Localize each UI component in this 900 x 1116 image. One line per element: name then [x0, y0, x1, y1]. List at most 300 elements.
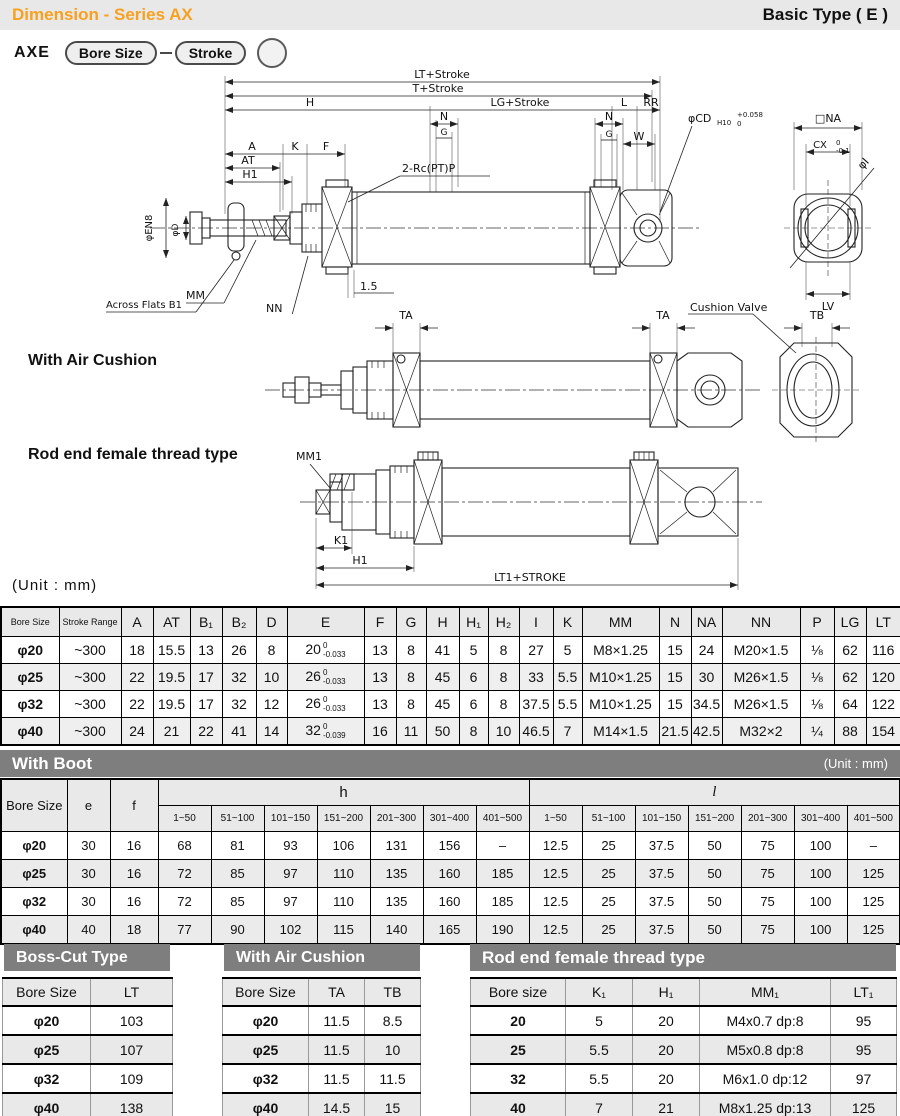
column-header: TB — [365, 978, 421, 1006]
column-header: K₁ — [566, 978, 633, 1006]
column-group-h: h — [158, 779, 529, 806]
table-cell: 10 — [256, 664, 287, 691]
table-cell: φ25 — [1, 664, 59, 691]
column-header: Bore Size — [3, 978, 91, 1006]
table-cell: 16 — [110, 888, 158, 916]
table-cell: 120 — [866, 664, 900, 691]
table-cell: 62 — [834, 637, 866, 664]
table-cell: 95 — [831, 1006, 897, 1035]
table-cell: 20 — [633, 1006, 700, 1035]
table-cell: M20×1.5 — [722, 637, 800, 664]
column-header: F — [364, 607, 396, 637]
table-cell: 10 — [365, 1035, 421, 1064]
table-cell: 25 — [582, 916, 635, 945]
table-cell: 97 — [831, 1064, 897, 1093]
dim-label-tb: TB — [809, 309, 825, 322]
table-cell: 138 — [91, 1093, 173, 1116]
table-cell: 62 — [834, 664, 866, 691]
table-cell: 100 — [794, 916, 847, 945]
air-cushion-drawing-title: With Air Cushion — [28, 352, 158, 369]
table-cell: 27 — [519, 637, 553, 664]
air-cushion-title: With Air Cushion — [236, 948, 366, 966]
table-cell: 64 — [834, 691, 866, 718]
table-cell: 45 — [426, 664, 459, 691]
with-boot-section-bar — [0, 750, 900, 777]
column-header: 51~100 — [582, 806, 635, 832]
column-header: 1~50 — [158, 806, 211, 832]
column-header: 201~300 — [741, 806, 794, 832]
table-cell: 8 — [256, 637, 287, 664]
with-boot-table — [0, 778, 900, 945]
table-cell: 37.5 — [635, 916, 688, 945]
column-header: 401~500 — [847, 806, 900, 832]
column-header: f — [110, 779, 158, 832]
table-row — [471, 1035, 897, 1064]
column-header: N — [659, 607, 691, 637]
table-cell: 125 — [847, 916, 900, 945]
dim-label-n-right: N — [604, 110, 614, 123]
table-cell: 160 — [423, 888, 476, 916]
table-cell: 110 — [317, 888, 370, 916]
air-cushion-table — [222, 977, 421, 1116]
column-header: Bore Size — [223, 978, 309, 1006]
table-cell: 125 — [847, 888, 900, 916]
table-cell: φ20 — [3, 1006, 91, 1035]
dimension-lines — [296, 450, 738, 590]
table-cell: 26 0 -0.033 — [287, 664, 364, 691]
table-cell: 5.5 — [553, 691, 582, 718]
table-cell: 50 — [426, 718, 459, 746]
column-header: D — [256, 607, 287, 637]
rod-end-table — [470, 977, 897, 1116]
cx-tolerance-upper: 0 — [836, 139, 841, 147]
table-cell: 75 — [741, 832, 794, 860]
column-header: TA — [309, 978, 365, 1006]
dim-label-na: □NA — [814, 112, 842, 125]
table-cell: φ25 — [1, 860, 67, 888]
table-cell: φ40 — [1, 718, 59, 746]
table-cell: M8x1.25 dp:13 — [700, 1093, 831, 1116]
column-header: NA — [691, 607, 722, 637]
table-cell: M32×2 — [722, 718, 800, 746]
table-cell: 135 — [370, 888, 423, 916]
with-boot-unit-note: (Unit : mm) — [823, 756, 888, 771]
table-cell: 8 — [488, 664, 519, 691]
table-cell: 100 — [794, 832, 847, 860]
dim-label-a: A — [248, 140, 256, 153]
table-cell: 25 — [471, 1035, 566, 1064]
air-cushion-drawing — [0, 295, 900, 445]
dim-label-h: H — [305, 96, 315, 109]
table-cell: 20 — [471, 1006, 566, 1035]
table-cell: 6 — [459, 664, 488, 691]
air-cushion-header-row — [223, 978, 421, 1006]
table-cell: 7 — [553, 718, 582, 746]
nn-label: NN — [266, 302, 283, 314]
column-header: AT — [153, 607, 190, 637]
column-header: H₁ — [459, 607, 488, 637]
unit-note: (Unit : mm) — [12, 577, 98, 594]
table-cell: 8 — [396, 691, 426, 718]
table-cell: 115 — [317, 916, 370, 945]
dim-label-rr: RR — [643, 96, 659, 109]
table-cell: 16 — [364, 718, 396, 746]
cylinder-side-view — [265, 353, 760, 427]
table-cell: M5x0.8 dp:8 — [700, 1035, 831, 1064]
table-cell: 32 0 -0.039 — [287, 718, 364, 746]
table-cell: φ40 — [223, 1093, 309, 1116]
table-cell: 81 — [211, 832, 264, 860]
table-cell: 109 — [91, 1064, 173, 1093]
table-cell: 12.5 — [529, 888, 582, 916]
table-cell: 103 — [91, 1006, 173, 1035]
cylinder-end-view — [772, 337, 862, 443]
table-cell: 32 — [471, 1064, 566, 1093]
table-cell: 185 — [476, 860, 529, 888]
table-cell: 45 — [426, 691, 459, 718]
stroke-pill: Stroke — [175, 41, 247, 65]
table-cell: 8 — [459, 718, 488, 746]
table-cell: 5.5 — [553, 664, 582, 691]
table-cell: 21 — [633, 1093, 700, 1116]
table-cell: 32 — [222, 691, 256, 718]
table-cell: 15 — [365, 1093, 421, 1116]
table-cell: ~300 — [59, 691, 121, 718]
table-cell: 34.5 — [691, 691, 722, 718]
table-cell: 190 — [476, 916, 529, 945]
column-header: H₂ — [488, 607, 519, 637]
cd-label: φCD — [688, 112, 712, 125]
table-cell: φ32 — [1, 691, 59, 718]
table-cell: φ40 — [1, 916, 67, 945]
table-cell: 110 — [317, 860, 370, 888]
table-cell: 75 — [741, 888, 794, 916]
table-cell: 13 — [364, 664, 396, 691]
table-row — [3, 1093, 173, 1116]
table-cell: 5.5 — [566, 1064, 633, 1093]
table-cell: 11.5 — [365, 1064, 421, 1093]
table-cell: 22 — [121, 664, 153, 691]
table-cell: 12.5 — [529, 832, 582, 860]
port-label: 2-Rc(PT)P — [402, 162, 456, 175]
dim-label-lg-stroke: LG+Stroke — [490, 96, 550, 109]
table-cell: 15 — [659, 637, 691, 664]
rod-end-drawing — [0, 444, 900, 600]
table-cell: ~300 — [59, 637, 121, 664]
table-cell: – — [476, 832, 529, 860]
column-group-l: l — [529, 779, 900, 806]
table-cell: 41 — [426, 637, 459, 664]
table-row — [223, 1064, 421, 1093]
table-cell: 8 — [396, 664, 426, 691]
table-cell: 125 — [847, 860, 900, 888]
table-cell: M14×1.5 — [582, 718, 659, 746]
table-cell: 116 — [866, 637, 900, 664]
table-cell: 90 — [211, 916, 264, 945]
column-header: 401~500 — [476, 806, 529, 832]
cylinder-side-view — [150, 180, 700, 274]
table-cell: 26 — [222, 637, 256, 664]
table-cell: ~300 — [59, 664, 121, 691]
table-cell: 107 — [91, 1035, 173, 1064]
table-row — [3, 1006, 173, 1035]
table-cell: 8 — [488, 691, 519, 718]
table-row — [471, 1064, 897, 1093]
dim-label-h1: H1 — [242, 168, 258, 181]
dim-label-ta-left: TA — [399, 309, 413, 322]
column-header: Bore Size — [1, 779, 67, 832]
table-cell: 5 — [566, 1006, 633, 1035]
table-cell: 21.5 — [659, 718, 691, 746]
table-cell: 100 — [794, 888, 847, 916]
column-header: LT — [91, 978, 173, 1006]
table-cell: 18 — [121, 637, 153, 664]
table-cell: 22 — [121, 691, 153, 718]
dim-label-l: L — [620, 96, 628, 109]
table-cell: 5 — [459, 637, 488, 664]
dim-label-h1: H1 — [352, 554, 368, 567]
table-row — [223, 1093, 421, 1116]
cd-fit-label: H10 — [717, 119, 732, 127]
across-flats-label: Across Flats B1 — [106, 300, 182, 311]
column-header: K — [553, 607, 582, 637]
table-cell: 37.5 — [635, 888, 688, 916]
table-cell: 100 — [794, 860, 847, 888]
table-row — [1, 916, 900, 945]
table-row — [1, 691, 900, 718]
dim-label-phi-e: φEN8 — [144, 214, 155, 242]
table-cell: 13 — [364, 637, 396, 664]
boss-cut-table — [2, 977, 173, 1116]
table-cell: 40 — [67, 916, 110, 945]
table-cell: 46.5 — [519, 718, 553, 746]
table-cell: 30 — [67, 832, 110, 860]
table-cell: φ32 — [3, 1064, 91, 1093]
table-row — [471, 1093, 897, 1116]
table-cell: M10×1.25 — [582, 691, 659, 718]
column-header: B₂ — [222, 607, 256, 637]
table-cell: 8 — [396, 637, 426, 664]
table-cell: 50 — [688, 888, 741, 916]
table-cell: 6 — [459, 691, 488, 718]
table-cell: 16 — [110, 860, 158, 888]
table-cell: 15.5 — [153, 637, 190, 664]
pill-connector — [160, 52, 172, 54]
table-cell: 50 — [688, 916, 741, 945]
table-cell: 37.5 — [635, 832, 688, 860]
column-header: 101~150 — [635, 806, 688, 832]
table-cell: 19.5 — [153, 691, 190, 718]
table-cell: 15 — [659, 691, 691, 718]
table-cell: 160 — [423, 860, 476, 888]
rod-end-title-bar — [470, 944, 896, 971]
column-header: e — [67, 779, 110, 832]
cd-tolerance-lower: 0 — [737, 120, 742, 128]
table-cell: 32 — [222, 664, 256, 691]
table-cell: 88 — [834, 718, 866, 746]
dim-label-k: K — [291, 140, 299, 153]
table-row — [1, 637, 900, 664]
table-cell: 122 — [866, 691, 900, 718]
column-header: NN — [722, 607, 800, 637]
table-cell: 20 — [633, 1035, 700, 1064]
table-cell: 40 — [471, 1093, 566, 1116]
gap-dimension-label: 1.5 — [360, 280, 378, 293]
table-cell: M8×1.25 — [582, 637, 659, 664]
air-cushion-title-bar — [224, 944, 420, 971]
table-cell: 12 — [256, 691, 287, 718]
table-cell: 30 — [67, 860, 110, 888]
rod-end-drawing-title: Rod end female thread type — [28, 446, 238, 463]
column-header: Bore size — [471, 978, 566, 1006]
dim-label-lv: LV — [821, 300, 835, 313]
table-row — [1, 888, 900, 916]
table-cell: M10×1.25 — [582, 664, 659, 691]
table-cell: 72 — [158, 860, 211, 888]
column-header: H — [426, 607, 459, 637]
dim-label-phi-i: φI — [855, 155, 872, 172]
title-bar — [0, 0, 900, 30]
table-cell: ⅛ — [800, 637, 834, 664]
table-cell: φ20 — [1, 832, 67, 860]
table-cell: 30 — [691, 664, 722, 691]
table-cell: 156 — [423, 832, 476, 860]
table-cell: 11.5 — [309, 1006, 365, 1035]
table-cell: φ20 — [1, 637, 59, 664]
column-header: LT — [866, 607, 900, 637]
table-cell: M26×1.5 — [722, 691, 800, 718]
table-cell: 25 — [582, 832, 635, 860]
table-cell: ⅛ — [800, 691, 834, 718]
table-cell: 20 — [633, 1064, 700, 1093]
model-code: AXE — [14, 44, 50, 61]
table-cell: 12.5 — [529, 860, 582, 888]
table-cell: 21 — [153, 718, 190, 746]
table-cell: φ40 — [3, 1093, 91, 1116]
table-cell: 14.5 — [309, 1093, 365, 1116]
column-header: 301~400 — [794, 806, 847, 832]
dim-label-w: W — [633, 130, 645, 143]
table-cell: 11.5 — [309, 1064, 365, 1093]
dim-label-f: F — [322, 140, 330, 153]
column-header: B₁ — [190, 607, 222, 637]
main-table-header-row — [1, 607, 900, 637]
table-cell: 135 — [370, 860, 423, 888]
cushion-valve-label: Cushion Valve — [690, 301, 768, 314]
main-dimension-table — [0, 606, 900, 746]
table-cell: 17 — [190, 691, 222, 718]
table-cell: 75 — [741, 916, 794, 945]
table-row — [1, 832, 900, 860]
table-cell: 19.5 — [153, 664, 190, 691]
table-cell: 106 — [317, 832, 370, 860]
table-cell: 17 — [190, 664, 222, 691]
column-header: Stroke Range — [59, 607, 121, 637]
cd-tolerance-upper: +0.058 — [737, 111, 763, 119]
cylinder-end-view — [784, 112, 874, 313]
dim-label-ta-right: TA — [656, 309, 670, 322]
table-cell: 10 — [488, 718, 519, 746]
basic-type-drawing — [0, 62, 900, 314]
column-header: MM₁ — [700, 978, 831, 1006]
table-cell: 77 — [158, 916, 211, 945]
dimension-lines — [375, 301, 850, 355]
boss-cut-title-bar — [4, 944, 170, 971]
table-cell: 72 — [158, 888, 211, 916]
table-row — [3, 1035, 173, 1064]
table-cell: 16 — [110, 832, 158, 860]
boss-cut-title: Boss-Cut Type — [16, 948, 128, 966]
rod-end-title: Rod end female thread type — [482, 947, 705, 967]
mm-label: MM — [186, 289, 205, 302]
table-cell: φ25 — [3, 1035, 91, 1064]
type-label: Basic Type ( E ) — [762, 5, 888, 24]
column-header: E — [287, 607, 364, 637]
column-header: I — [519, 607, 553, 637]
column-header: H₁ — [633, 978, 700, 1006]
with-boot-header-row — [1, 779, 900, 806]
table-cell: 33 — [519, 664, 553, 691]
page-title: Dimension - Series AX — [12, 5, 193, 24]
table-cell: 24 — [121, 718, 153, 746]
column-header: 101~150 — [264, 806, 317, 832]
dim-label-g-left: G — [440, 128, 448, 138]
table-cell: 68 — [158, 832, 211, 860]
table-cell: 5.5 — [566, 1035, 633, 1064]
table-cell: 185 — [476, 888, 529, 916]
column-header: Bore Size — [1, 607, 59, 637]
table-cell: 11 — [396, 718, 426, 746]
table-cell: 85 — [211, 888, 264, 916]
table-cell: 22 — [190, 718, 222, 746]
table-row — [471, 1006, 897, 1035]
table-cell: 97 — [264, 888, 317, 916]
table-cell: 42.5 — [691, 718, 722, 746]
table-row — [3, 1064, 173, 1093]
table-cell: 97 — [264, 860, 317, 888]
table-cell: φ25 — [223, 1035, 309, 1064]
leader-labels — [106, 111, 763, 314]
table-cell: φ32 — [223, 1064, 309, 1093]
table-cell: 13 — [190, 637, 222, 664]
table-cell: 37.5 — [635, 860, 688, 888]
table-row — [1, 860, 900, 888]
table-cell: ¼ — [800, 718, 834, 746]
dim-label-phi-d: φD — [171, 223, 181, 237]
table-cell: 75 — [741, 860, 794, 888]
table-cell: 125 — [831, 1093, 897, 1116]
table-cell: 95 — [831, 1035, 897, 1064]
column-header: P — [800, 607, 834, 637]
column-header: LG — [834, 607, 866, 637]
table-cell: M6x1.0 dp:12 — [700, 1064, 831, 1093]
dim-label-lt-stroke: LT+Stroke — [414, 68, 470, 81]
table-cell: 85 — [211, 860, 264, 888]
rod-end-header-row — [471, 978, 897, 1006]
table-cell: ~300 — [59, 718, 121, 746]
cx-tolerance-lower: -0.1 — [836, 147, 850, 155]
table-cell: 50 — [688, 832, 741, 860]
table-cell: 154 — [866, 718, 900, 746]
table-row — [223, 1006, 421, 1035]
column-header: 51~100 — [211, 806, 264, 832]
table-cell: φ20 — [223, 1006, 309, 1035]
table-cell: 25 — [582, 860, 635, 888]
boss-cut-header-row — [3, 978, 173, 1006]
table-cell: 11.5 — [309, 1035, 365, 1064]
dim-label-k1: K1 — [333, 534, 349, 547]
column-header: MM — [582, 607, 659, 637]
